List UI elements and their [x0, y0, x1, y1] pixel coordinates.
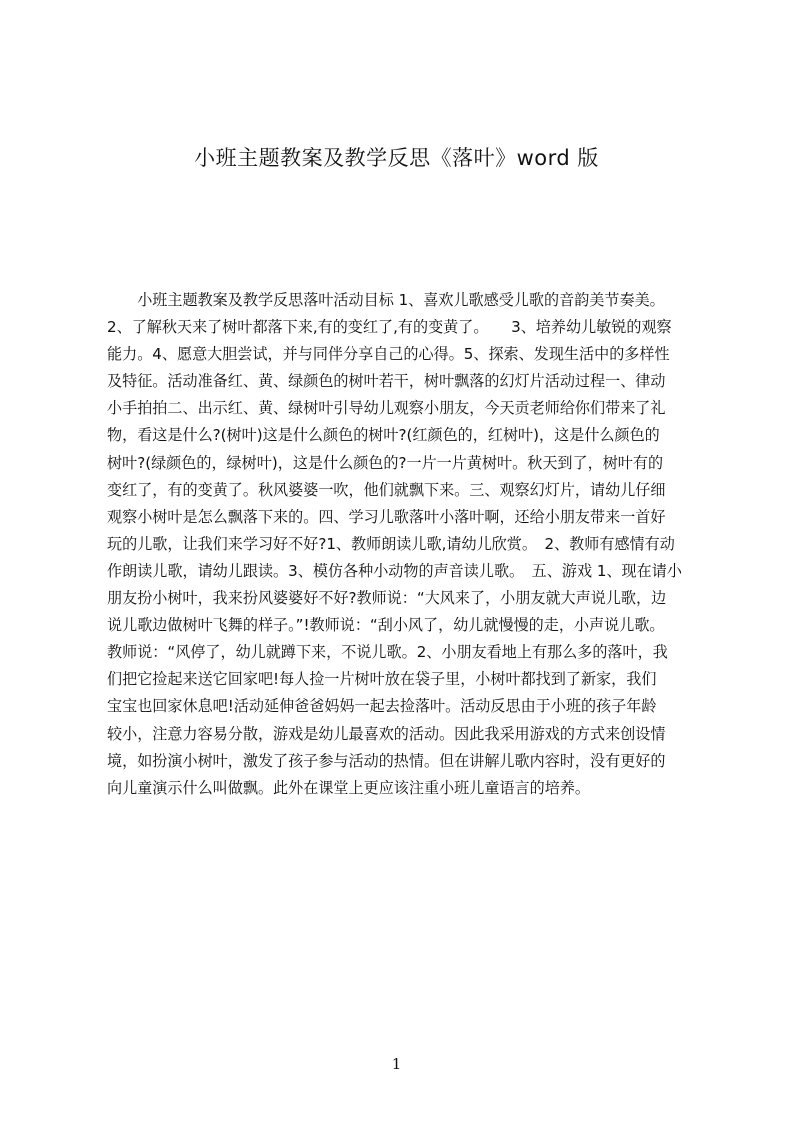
- page-number: 1: [391, 1055, 402, 1073]
- body-line: 能力。4、愿意大胆尝试，并与同伴分享自己的心得。5、探索、发现生活中的多样性: [107, 345, 670, 364]
- body-line: 变红了，有的变黄了。秋风婆婆一吹，他们就飘下来。三、观察幻灯片，请幼儿仔细: [107, 480, 666, 499]
- body-line: 教师说：“风停了，幼儿就蹲下来，不说儿歌。2、小朋友看地上有那么多的落叶，我: [107, 643, 668, 662]
- body-line: 宝宝也回家休息吧!活动延伸爸爸妈妈一起去捡落叶。活动反思由于小班的孩子年龄: [107, 697, 657, 716]
- document-title: 小班主题教案及教学反思《落叶》word 版: [194, 146, 599, 170]
- body-line: 小班主题教案及教学反思落叶活动目标 1、喜欢儿歌感受儿歌的音韵美节奏美。: [107, 291, 665, 309]
- body-line: 物，看这是什么?(树叶)这是什么颜色的树叶?(红颜色的，红树叶)，这是什么颜色的: [107, 426, 660, 445]
- body-line: 向儿童演示什么叫做飘。此外在课堂上更应该注重小班儿童语言的培养。: [107, 778, 591, 797]
- body-line: 树叶?(绿颜色的，绿树叶)，这是什么颜色的?一片一片黄树叶。秋天到了，树叶有的: [107, 453, 664, 472]
- body-line: 2、了解秋天来了树叶都落下来,有的变红了,有的变黄了。 3、培养幼儿敏锐的观察: [107, 318, 672, 337]
- body-line: 玩的儿歌，让我们来学习好不好?1、教师朗读儿歌,请幼儿欣赏。 2、教师有感情有动: [107, 534, 675, 553]
- body-line: 们把它捡起来送它回家吧!每人捡一片树叶放在袋子里，小树叶都找到了新家，我们: [107, 670, 657, 689]
- body-text: [107, 287, 698, 802]
- body-line: 较小，注意力容易分散，游戏是幼儿最喜欢的活动。因此我采用游戏的方式来创设情: [107, 724, 666, 743]
- body-line: 作朗读儿歌，请幼儿跟读。3、模仿各种小动物的声音读儿歌。 五、游戏 1、现在请小: [107, 561, 682, 580]
- body-line: 境，如扮演小树叶，激发了孩子参与活动的热情。但在讲解儿歌内容时，没有更好的: [107, 751, 666, 770]
- body-line: 及特征。活动准备红、黄、绿颜色的树叶若干，树叶飘落的幻灯片活动过程一、律动: [107, 372, 666, 391]
- body-line: 朋友扮小树叶，我来扮风婆婆好不好?教师说：“大风来了，小朋友就大声说儿歌，边: [107, 589, 667, 608]
- body-line: 小手拍拍二、出示红、黄、绿树叶引导幼儿观察小朋友，今天贡老师给你们带来了礼: [107, 399, 666, 418]
- body-line: 说儿歌边做树叶飞舞的样子。”!教师说：“刮小风了，幼儿就慢慢的走，小声说儿歌。: [107, 616, 665, 635]
- body-line: 观察小树叶是怎么飘落下来的。四、学习儿歌落叶小落叶啊，还给小朋友带来一首好: [107, 507, 666, 526]
